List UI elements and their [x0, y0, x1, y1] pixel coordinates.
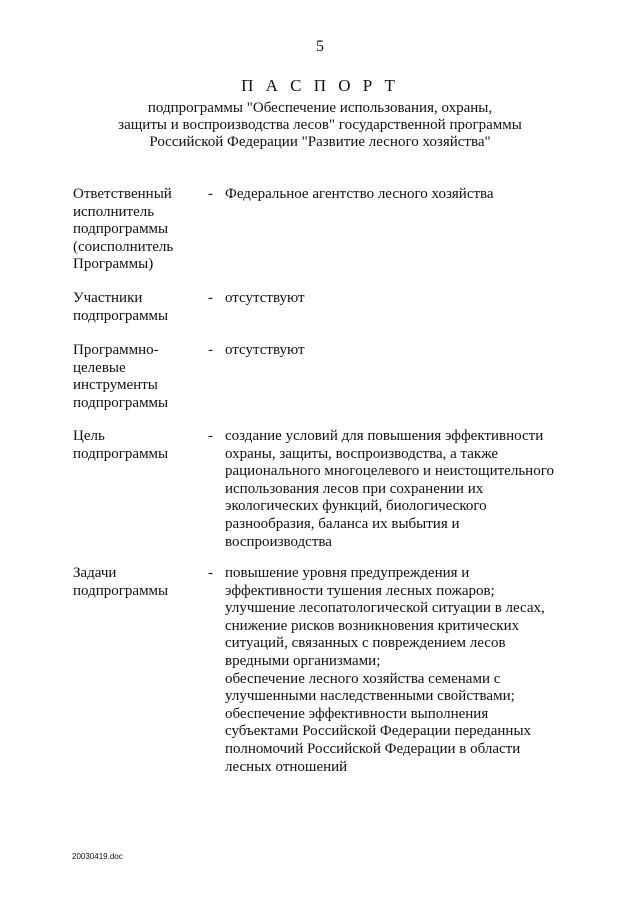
row-value-line: эффективности тушения лесных пожаров; — [225, 582, 495, 599]
row-value-line: обеспечение эффективности выполнения — [225, 705, 489, 722]
subtitle-line: подпрограммы "Обеспечение использования, охраны, — [147, 100, 493, 116]
row-value — [225, 342, 585, 360]
row-dash: - — [208, 186, 213, 202]
row-value — [225, 290, 585, 308]
row-label-line: подпрограммы — [73, 307, 169, 324]
row-value-line: улучшение лесопатологической ситуации в лесах, — [225, 600, 545, 617]
row-label-line: Программы) — [73, 256, 154, 273]
row-value-line: отсутствуют — [225, 290, 305, 306]
row-label-line: целевые — [73, 359, 126, 376]
row-value-line: улучшенными наследственными свойствами; — [225, 688, 515, 705]
row-label — [73, 342, 198, 412]
row-dash: - — [208, 428, 213, 444]
row-label-line: подпрограммы — [73, 582, 169, 599]
row-label — [73, 186, 198, 274]
row-label-line: исполнитель — [73, 203, 155, 220]
row-label-line: (соисполнитель — [73, 238, 174, 255]
row-label — [73, 428, 198, 463]
row-value-line: лесных отношений — [225, 758, 348, 775]
row-dash: - — [208, 342, 213, 358]
row-value-line: охраны, защиты, воспроизводства, а также — [225, 445, 499, 462]
row-value-line: повышение уровня предупреждения и — [225, 565, 470, 581]
row-label-line: подпрограммы — [73, 445, 169, 462]
row-value-line: Федеральное агентство лесного хозяйства — [225, 186, 494, 202]
row-label-line: Ответственный — [73, 186, 172, 202]
row-value-line: отсутствуют — [225, 342, 305, 358]
row-dash: - — [208, 565, 213, 581]
row-label — [73, 290, 198, 325]
row-value-line: рационального многоцелевого и неистощительного — [225, 463, 554, 480]
row-label-line: подпрограммы — [73, 394, 169, 411]
row-label-line: подпрограммы — [73, 221, 169, 238]
row-value — [225, 186, 585, 204]
row-value-line: полномочий Российской Федерации в области — [225, 740, 521, 757]
row-dash: - — [208, 290, 213, 306]
row-value-line: вредными организмами; — [225, 652, 381, 669]
row-value — [225, 428, 585, 551]
row-value-line: субъектами Российской Федерации переданных — [225, 723, 532, 740]
row-label — [73, 565, 198, 600]
row-value-line: ситуаций, связанных с повреждением лесов — [225, 635, 506, 652]
row-value-line: создание условий для повышения эффективности — [225, 428, 544, 444]
footer-filename: 20030419.doc — [72, 852, 123, 861]
subtitle — [0, 100, 640, 151]
row-label-line: инструменты — [73, 377, 158, 394]
row-value — [225, 565, 585, 776]
row-value-line: воспроизводства — [225, 533, 332, 550]
row-value-line: обеспечение лесного хозяйства семенами с — [225, 670, 501, 687]
row-label-line: Участники — [73, 290, 143, 306]
page-number: 5 — [316, 38, 324, 55]
page-title: П А С П О Р Т — [241, 76, 399, 95]
row-label-line: Цель — [73, 428, 105, 444]
row-value-line: экологических функций, биологического — [225, 498, 487, 515]
subtitle-line: Российской Федерации "Развитие лесного хозяйства" — [149, 134, 491, 150]
row-label-line: Задачи — [73, 565, 117, 581]
row-value-line: использования лесов при сохранении их — [225, 480, 484, 497]
row-label-line: Программно- — [73, 342, 159, 358]
row-value-line: разнообразия, баланса их выбытия и — [225, 515, 460, 532]
row-value-line: снижение рисков возникновения критических — [225, 617, 520, 634]
subtitle-line: защиты и воспроизводства лесов" государственной программы — [118, 117, 522, 133]
